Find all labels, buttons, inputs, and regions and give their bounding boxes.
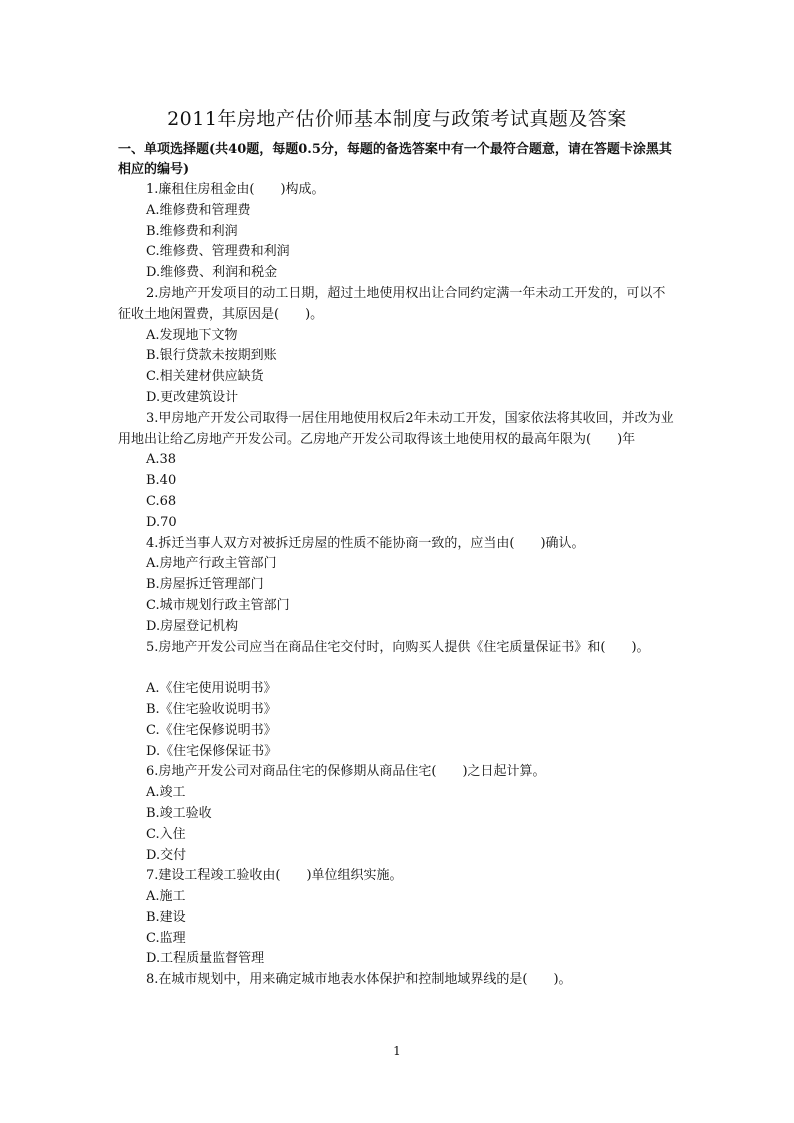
answer-option: D.交付 <box>146 847 187 863</box>
answer-option: C.入住 <box>146 826 186 842</box>
answer-option: C.相关建材供应缺货 <box>146 369 264 385</box>
answer-option: B.维修费和利润 <box>146 223 238 239</box>
answer-option: D.房屋登记机构 <box>146 618 239 634</box>
answer-option: A.38 <box>146 452 177 468</box>
answer-option: D.工程质量监督管理 <box>146 951 265 967</box>
answer-option: B.建设 <box>146 909 186 925</box>
question-stem: 5.房地产开发公司应当在商品住宅交付时，向购买人提供《住宅质量保证书》和( )。 <box>146 639 650 655</box>
answer-option: C.监理 <box>146 930 186 946</box>
question-stem: 1.廉租住房租金由( )构成。 <box>146 182 325 197</box>
answer-option: B.银行贷款未按期到账 <box>146 348 277 364</box>
question-stem: 7.建设工程竣工验收由( )单位组织实施。 <box>146 868 403 884</box>
answer-option: B.竣工验收 <box>146 805 212 821</box>
document-title: 2011年房地产估价师基本制度与政策考试真题及答案 <box>167 108 627 130</box>
answer-option: A.施工 <box>146 889 186 905</box>
answer-option: D.更改建筑设计 <box>146 389 239 405</box>
answer-option: B.《住宅验收说明书》 <box>146 701 277 717</box>
question-stem: 3.甲房地产开发公司取得一居住用地使用权后2年未动工开发，国家依法将其收回，并改为业用地出让给乙房地产开发公司。乙房地产开发公司取得该土地使用权的最高年限为( )年 <box>118 410 674 447</box>
answer-option: A.发现地下文物 <box>146 327 238 343</box>
question-stem: 4.拆迁当事人双方对被拆迁房屋的性质不能协商一致的，应当由( )确认。 <box>146 535 585 551</box>
section-heading: 一、单项选择题(共40题，每题0.5分，每题的备选答案中有一个最符合题意，请在答题卡涂黑其相应的编号) <box>118 142 672 177</box>
answer-option: D.维修费、利润和税金 <box>146 265 278 281</box>
question-stem: 6.房地产开发公司对商品住宅的保修期从商品住宅( )之日起计算。 <box>146 764 546 780</box>
answer-option: C.维修费、管理费和利润 <box>146 244 290 260</box>
question-stem: 2.房地产开发项目的动工日期，超过土地使用权出让合同约定满一年未动工开发的，可以不征收土地闲置费，其原因是( )。 <box>118 285 666 322</box>
question-stem: 8.在城市规划中，用来确定城市地表水体保护和控制地域界线的是( )。 <box>146 972 572 988</box>
blank-line <box>118 658 678 679</box>
page-number: 1 <box>393 1044 401 1058</box>
question-list <box>118 180 678 991</box>
answer-option: C.城市规划行政主管部门 <box>146 597 290 613</box>
answer-option: C.68 <box>146 493 177 509</box>
answer-option: A.《住宅使用说明书》 <box>146 681 277 697</box>
answer-option: C.《住宅保修说明书》 <box>146 722 277 738</box>
answer-option: A.维修费和管理费 <box>146 202 251 218</box>
answer-option: B.房屋拆迁管理部门 <box>146 577 264 593</box>
answer-option: D.70 <box>146 514 177 530</box>
answer-option: A.竣工 <box>146 785 186 801</box>
answer-option: A.房地产行政主管部门 <box>146 556 277 572</box>
answer-option: B.40 <box>146 473 177 489</box>
answer-option: D.《住宅保修保证书》 <box>146 743 278 759</box>
